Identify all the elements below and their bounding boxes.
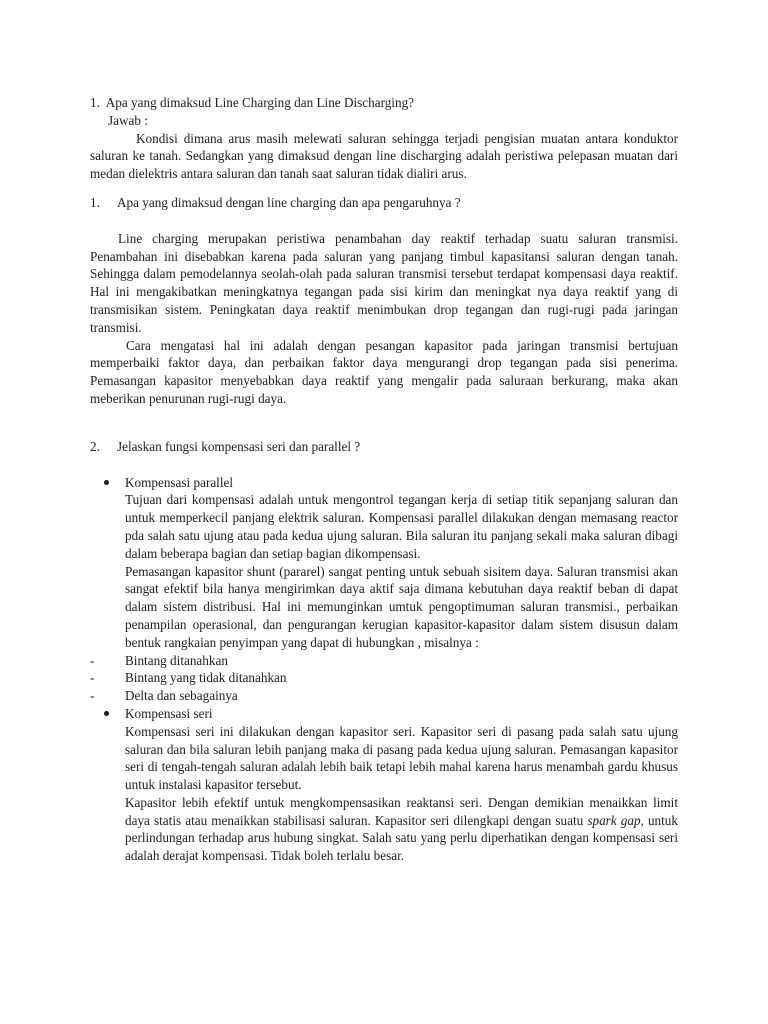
parallel-heading-text: Kompensasi parallel <box>125 474 234 490</box>
bullet-icon <box>104 711 109 716</box>
dash-marker: - <box>90 670 95 686</box>
list-item-text: Delta dan sebagainya <box>125 688 238 704</box>
list-item <box>90 687 678 705</box>
question-1b-heading <box>90 194 678 212</box>
seri-heading-text: Kompensasi seri <box>125 705 213 721</box>
list-item <box>90 652 678 670</box>
seri-heading <box>90 705 678 723</box>
spark-gap-term: spark gap <box>587 812 641 828</box>
document-page <box>90 94 678 865</box>
parallel-heading <box>90 474 678 492</box>
question-2-title: Jelaskan fungsi kompensasi seri dan parallel ? <box>117 438 361 454</box>
seri-paragraph-2-start: Kapasitor lebih efektif untuk mengkompensasikan reaktansi seri. Dengan demikian menaikkan limit daya statis atau menaikkan stabilisasi saluran. Kapasitor seri dilengkapi dengan suatu <box>125 794 678 828</box>
list-item-text: Bintang yang tidak ditanahkan <box>125 670 287 686</box>
seri-paragraph-2 <box>90 794 678 865</box>
parallel-paragraph-2: Pemasangan kapasitor shunt (pararel) sangat penting untuk sebuah sisitem daya. Saluran transmisi akan sangat efektif bila hanya mengirimkan daya aktif saja dimana kebutuhan daya reaktif beban di dapat dalam sistem distribusi. Hal ini memunginkan umtuk pengoptimuman saluran transmisi., perbaikan penampilan operasional, dan pengurangan kerugian kapasitor-kapasitor dalam sistem disusun dalam bentuk rangkaian penyimpan yang dapat di hubungkan , misalnya : <box>125 563 678 650</box>
question-2-heading <box>90 438 678 456</box>
mitigation-paragraph: Cara mengatasi hal ini adalah dengan pesangan kapasitor pada jaringan transmisi bertujuan memperbaiki faktor daya, dan perbaikan faktor daya mengurangi drop tegangan pada sisi penerima. Pemasangan kapasitor menyebabkan daya reaktif yang mengalir pada saluraan berkurang, maka akan meberikan penurunan rugi-rugi daya. <box>90 337 678 406</box>
jawab-label: Jawab : <box>108 112 148 128</box>
question-2-number: 2. <box>90 438 100 454</box>
question-1-title: Apa yang dimaksud Line Charging dan Line Discharging? <box>105 95 415 110</box>
seri-paragraph-1: Kompensasi seri ini dilakukan dengan kapasitor seri. Kapasitor seri di pasang pada salah satu ujung saluran dan bila saluran lebih panjang maka di pasang pada kedua ujung saluran. Pemasangan kapasitor seri di tengah-tengah saluran adalah lebih baik tetapi lebih mahal karena harus menambah gardu khusus untuk instalasi kapasitor tersebut. <box>125 723 678 793</box>
seri-paragraph-2-end: , untuk perlindungan terhadap arus hubung singkat. Salah satu yang perlu diperhatikan dengan kompensasi seri adalah derajat kompensasi. Tidak boleh terlalu besar. <box>125 812 678 864</box>
list-item <box>90 669 678 687</box>
question-1b-number: 1. <box>90 194 100 210</box>
dash-marker: - <box>90 688 95 704</box>
question-1-answer: Kondisi dimana arus masih melewati saluran sehingga terjadi pengisian muatan antara konduktor saluran ke tanah. Sedangkan yang dimaksud dengan line discharging adalah peristiwa pelepasan muatan dari medan dielektris antara saluran dan tanah saat saluran tidak dialiri arus. <box>90 130 678 182</box>
question-1b-title: Apa yang dimaksud dengan line charging dan apa pengaruhnya ? <box>117 194 461 210</box>
line-charging-paragraph: Line charging merupakan peristiwa penambahan day reaktif terhadap suatu saluran transmisi. Penambahan ini disebabkan karena pada saluran yang panjang timbul kapasitansi saluran dengan tanah. Sehingga dalam pemodelannya seolah-olah pada saluran transmisi tersebut terdapat kompensasi daya reaktif. Hal ini mengakibatkan meningkatnya tegangan pada sisi kirim dan meningkat nya daya reaktif yang di transmisikan sistem. Peningkatan daya reaktif menimbukan drop tegangan dan rugi-rugi pada jaringan transmisi. <box>90 230 678 335</box>
list-item-text: Bintang ditanahkan <box>125 652 228 668</box>
bullet-icon <box>104 480 109 485</box>
question-1-heading <box>90 94 678 112</box>
question-1-number: 1. <box>90 95 100 110</box>
parallel-paragraph-1: Tujuan dari kompensasi adalah untuk mengontrol tegangan kerja di setiap titik sepanjang saluran dan untuk memperkecil panjang elektrik saluran. Kompensasi parallel dilakukan dengan memasang reactor pda salah satu ujung atau pada kedua ujung saluran. Bila saluran itu panjang sekali maka saluran dibagi dalam beberapa bagian dan setiap bagian dikompensasi. <box>125 492 678 561</box>
dash-marker: - <box>90 652 95 668</box>
